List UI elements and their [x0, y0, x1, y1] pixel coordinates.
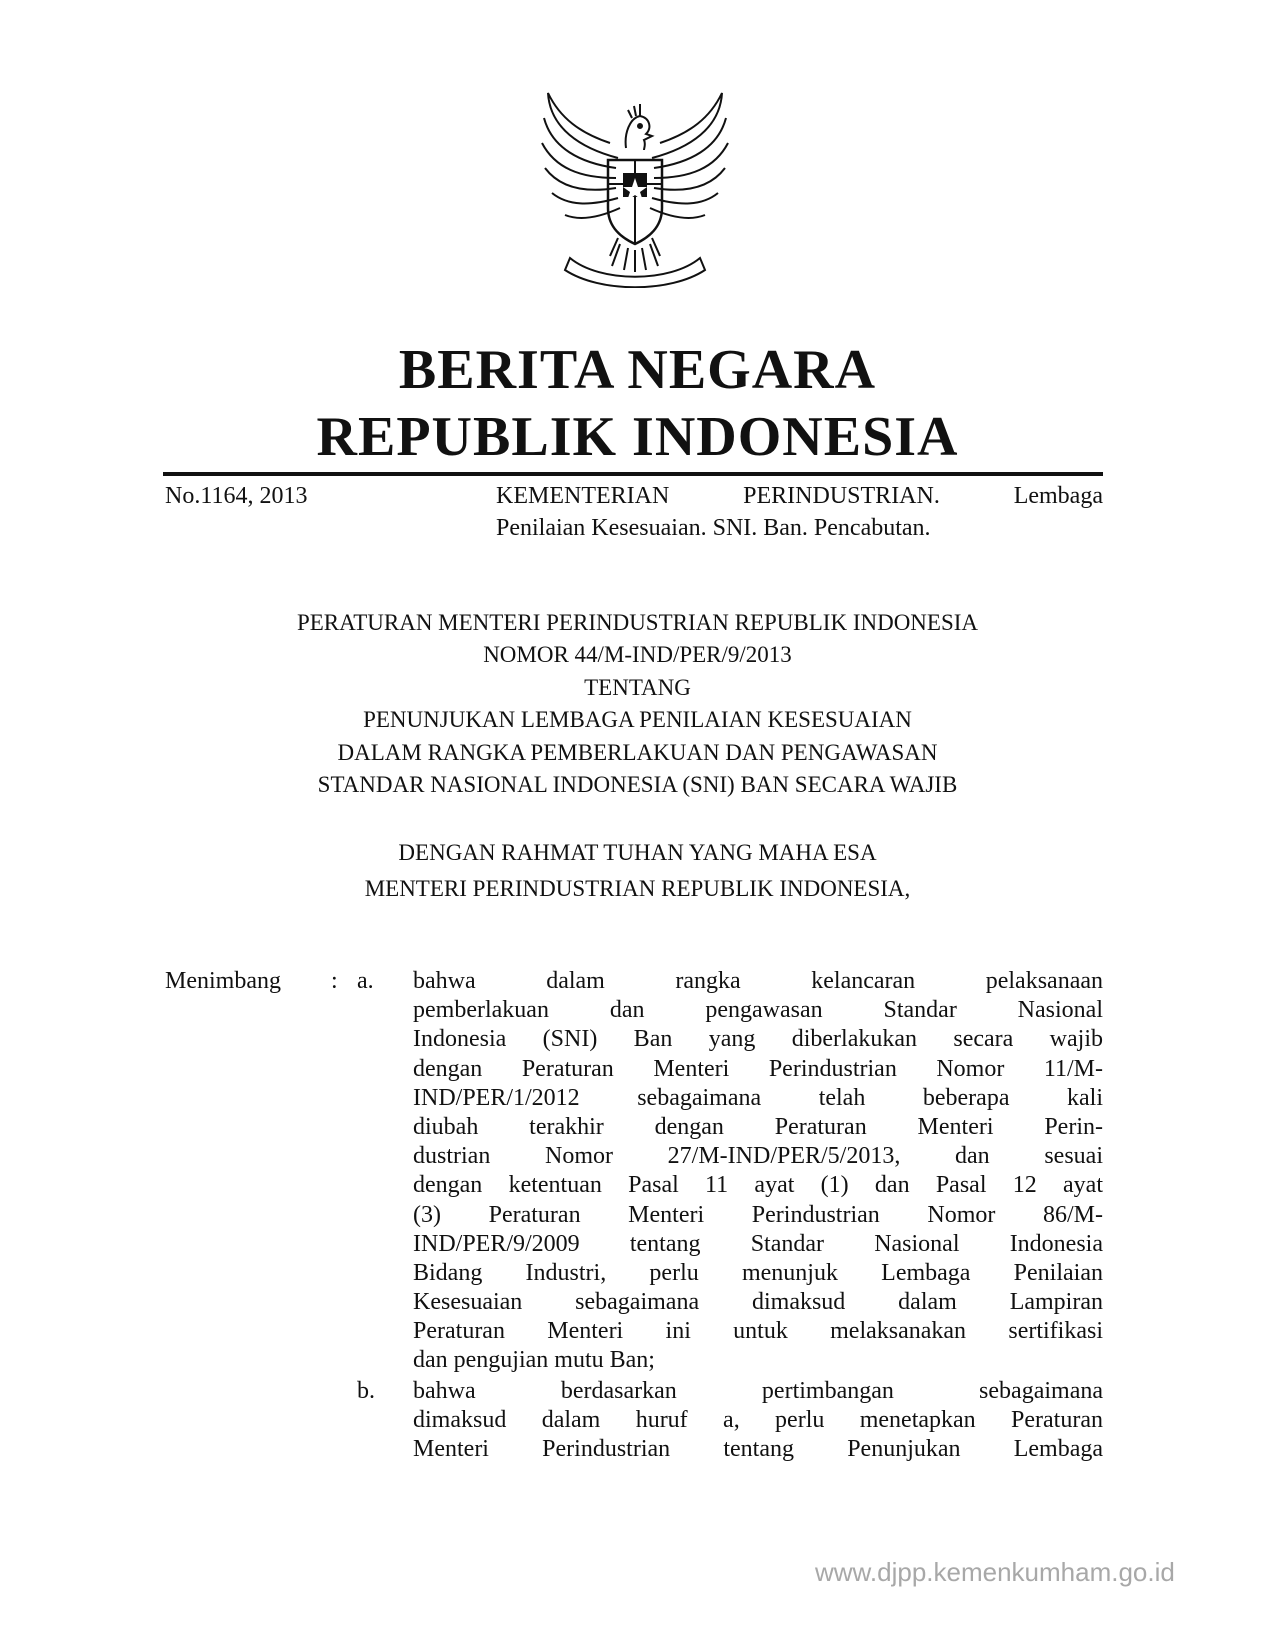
gazette-number: No.1164, 2013	[165, 483, 308, 509]
gazette-description-line-2: Penilaian Kesesuaian. SNI. Ban. Pencabutan.	[496, 515, 931, 541]
gazette-description-line-1: KEMENTERIAN PERINDUSTRIAN. Lembaga	[496, 483, 1103, 509]
text-line: IND/PER/9/2009 tentang Standar Nasional Indonesia	[413, 1230, 1103, 1257]
page-title-line-1: BERITA NEGARA	[398, 339, 877, 401]
text-line: dan pengujian mutu Ban;	[413, 1347, 655, 1374]
regulation-heading-line: NOMOR 44/M-IND/PER/9/2013	[483, 642, 792, 668]
watermark-url: www.djpp.kemenkumham.go.id	[815, 1557, 1175, 1587]
text-line: Bidang Industri, perlu menunjuk Lembaga Penilaian	[413, 1259, 1103, 1286]
text-line: (3) Peraturan Menteri Perindustrian Nomor 86/M-	[413, 1201, 1103, 1228]
text-line: Kesesuaian sebagaimana dimaksud dalam Lampiran	[413, 1289, 1103, 1316]
considering-colon: :	[331, 968, 338, 994]
preamble-line-1: DENGAN RAHMAT TUHAN YANG MAHA ESA	[398, 840, 877, 865]
text-line: dustrian Nomor 27/M-IND/PER/5/2013, dan sesuai	[413, 1143, 1103, 1170]
text-line: bahwa dalam rangka kelancaran pelaksanaan	[413, 968, 1103, 994]
text-line: Menteri Perindustrian tentang Penunjukan Lembaga	[413, 1436, 1103, 1463]
text-line: IND/PER/1/2012 sebagaimana telah beberapa kali	[413, 1084, 1103, 1111]
garuda-pancasila-emblem-icon	[540, 88, 730, 288]
text-line: diubah terakhir dengan Peraturan Menteri Perin-	[413, 1113, 1103, 1140]
considering-item-a	[413, 967, 1103, 1376]
text-line: pemberlakuan dan pengawasan Standar Nasional	[413, 997, 1103, 1024]
text-line: bahwa berdasarkan pertimbangan sebagaimana	[413, 1378, 1103, 1404]
preamble	[0, 835, 1275, 907]
regulation-heading-line: TENTANG	[584, 674, 691, 700]
considering-item-letter-b: b.	[357, 1378, 375, 1404]
considering-label: Menimbang	[165, 968, 281, 994]
text-line: Peraturan Menteri ini untuk melaksanakan sertifikasi	[413, 1318, 1103, 1345]
text-line: dimaksud dalam huruf a, perlu menetapkan Peraturan	[413, 1407, 1103, 1434]
regulation-heading-line: PERATURAN MENTERI PERINDUSTRIAN REPUBLIK INDONESIA	[296, 610, 979, 635]
text-line: dengan ketentuan Pasal 11 ayat (1) dan Pasal 12 ayat	[413, 1172, 1103, 1199]
considering-item-letter-a: a.	[357, 968, 374, 994]
title-divider	[163, 472, 1103, 476]
text-line: Indonesia (SNI) Ban yang diberlakukan secara wajib	[413, 1026, 1103, 1053]
regulation-heading-line: DALAM RANGKA PEMBERLAKUAN DAN PENGAWASAN	[337, 739, 938, 765]
gazette-description	[496, 480, 1103, 544]
regulation-heading	[0, 607, 1275, 801]
regulation-heading-line: STANDAR NASIONAL INDONESIA (SNI) BAN SECARA WAJIB	[317, 772, 958, 798]
page-title-line-2: REPUBLIK INDONESIA	[316, 406, 959, 468]
text-line: dengan Peraturan Menteri Perindustrian Nomor 11/M-	[413, 1055, 1103, 1082]
considering-item-b	[413, 1377, 1103, 1465]
regulation-heading-line: PENUNJUKAN LEMBAGA PENILAIAN KESESUAIAN	[363, 707, 912, 733]
preamble-line-2: MENTERI PERINDUSTRIAN REPUBLIK INDONESIA,	[364, 876, 911, 901]
